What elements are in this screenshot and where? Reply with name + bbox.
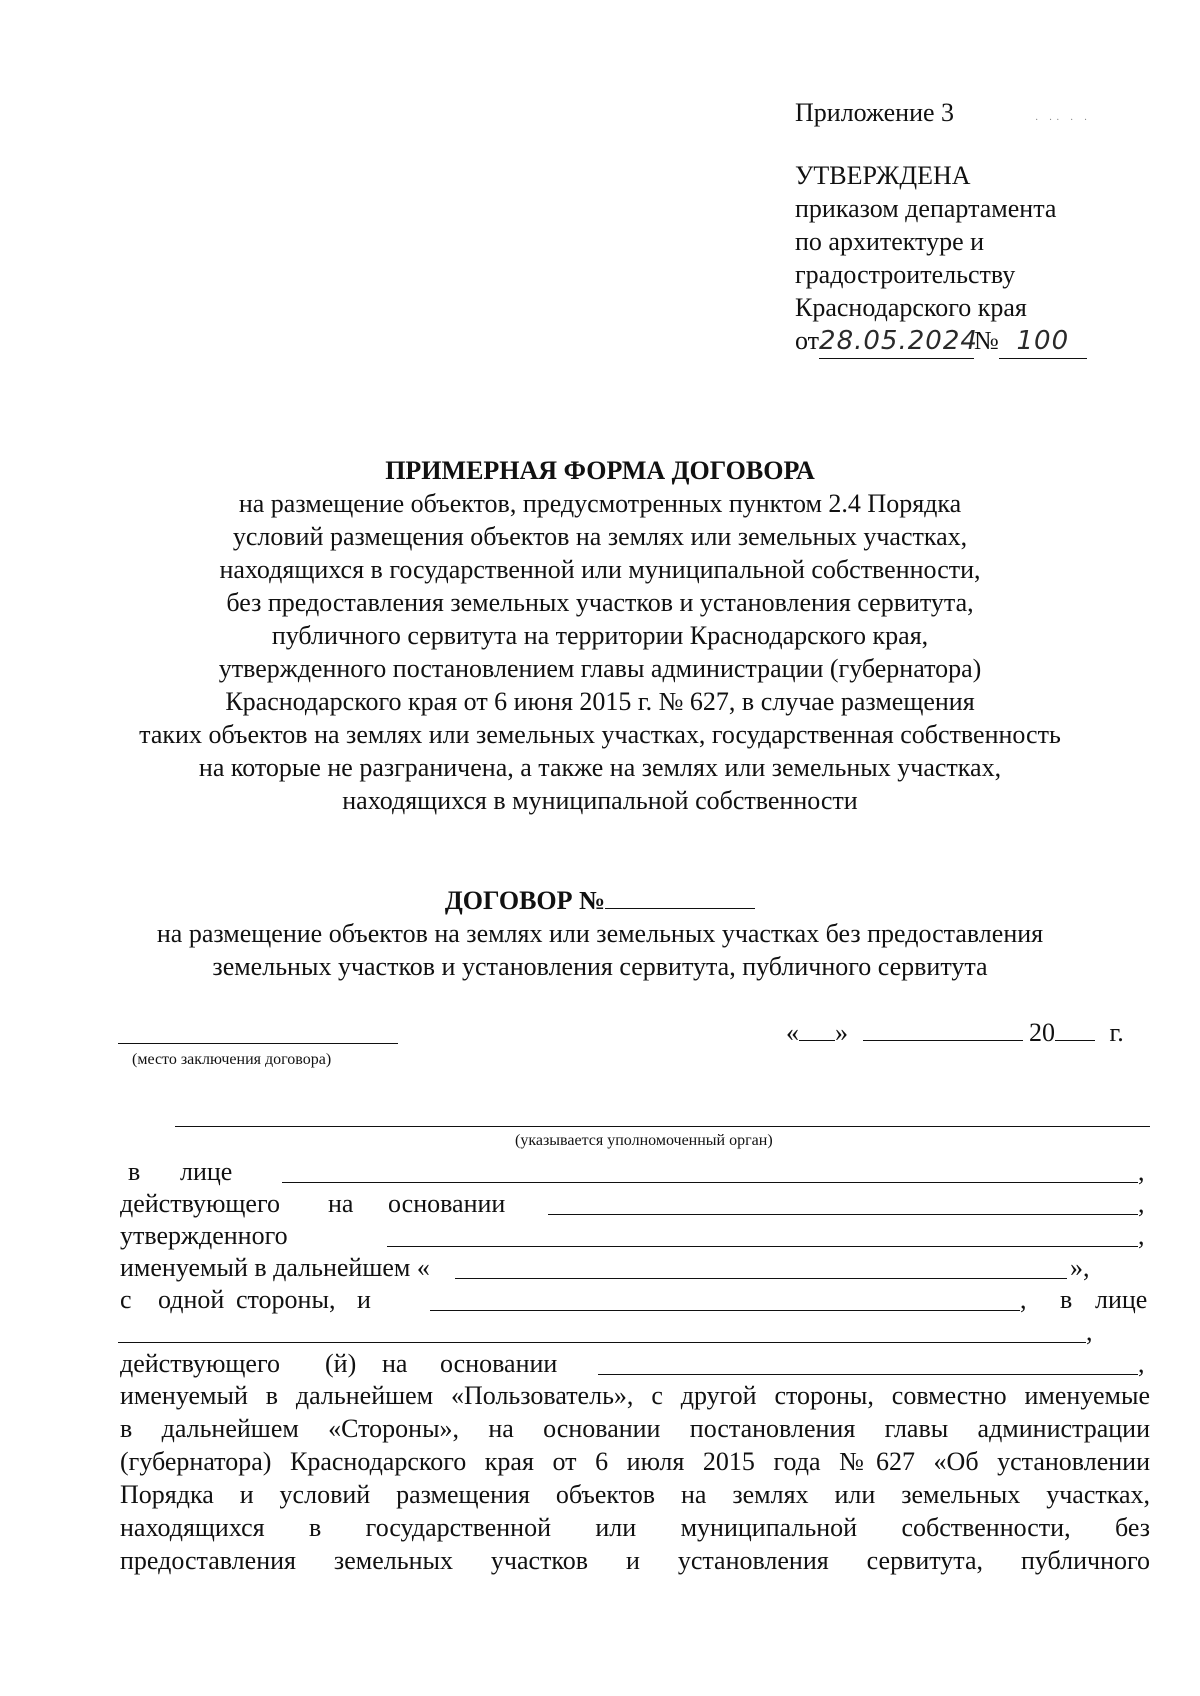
year-prefix: 20	[1029, 1018, 1055, 1047]
body-line: предоставления земельных участков и установления сервитута, публичного	[120, 1546, 1150, 1575]
authority-blank	[175, 1126, 1150, 1127]
field-comma: ,	[1138, 1157, 1145, 1186]
in-person-blank	[282, 1182, 1138, 1183]
form-subtitle-line: находящихся в государственной или муниципальной собственности,	[219, 555, 981, 584]
field-row-in-person	[120, 1155, 1150, 1188]
field-text: утвержденного	[120, 1221, 288, 1250]
field-text: основании	[440, 1349, 558, 1378]
field-row-approved	[120, 1219, 1150, 1252]
number-sign: №	[974, 326, 999, 355]
field-row-hereinafter	[120, 1251, 1150, 1284]
form-subtitle-line: Краснодарского края от 6 июня 2015 г. № 627, в случае размещения	[225, 687, 975, 716]
field-row-acting-basis-2	[120, 1347, 1150, 1380]
scan-artifact: · ·· · ·	[1035, 115, 1092, 126]
field-row-one-side	[120, 1283, 1150, 1316]
acting-basis-blank	[548, 1214, 1138, 1215]
field-text: лице	[1095, 1285, 1148, 1314]
one-side-blank	[430, 1310, 1020, 1311]
approval-line: по архитектуре и	[795, 227, 985, 256]
field-comma: ,	[1138, 1189, 1145, 1218]
date-fields	[786, 1016, 1124, 1049]
contract-subtitle-line: на размещение объектов на землях или земельных участках без предоставления	[156, 919, 1044, 948]
approved-label: УТВЕРЖДЕНА	[795, 161, 971, 190]
field-row-acting-basis	[120, 1187, 1150, 1220]
contract-subtitle-line: земельных участков и установления сервитута, публичного сервитута	[212, 952, 988, 981]
form-subtitle-line: условий размещения объектов на землях или земельных участках,	[232, 522, 968, 551]
body-line: находящихся в государственной или муниципальной собственности, без	[120, 1513, 1150, 1542]
contract-heading-text: ДОГОВОР №	[444, 886, 606, 915]
quote-open: «	[786, 1018, 799, 1047]
form-subtitle-line: без предоставления земельных участков и установления сервитута,	[226, 588, 974, 617]
body-paragraph	[120, 1379, 1150, 1577]
form-subtitle-line: таких объектов на землях или земельных участках, государственная собственность	[139, 720, 1061, 749]
field-text: и	[357, 1285, 371, 1314]
year-blank	[1055, 1018, 1095, 1041]
form-title	[100, 454, 1100, 817]
representative-blank	[118, 1342, 1086, 1343]
field-text: одной	[158, 1285, 225, 1314]
place-caption: (место заключения договора)	[132, 1051, 332, 1068]
month-blank	[863, 1018, 1023, 1041]
field-text: действующего	[120, 1189, 280, 1218]
form-subtitle-line: утвержденного постановлением главы администрации (губернатора)	[218, 654, 982, 683]
field-text: на	[328, 1189, 354, 1218]
appendix-label: Приложение 3	[795, 98, 955, 127]
handwritten-number: 100	[999, 325, 1087, 359]
field-text: на	[382, 1349, 408, 1378]
field-text: действующего	[120, 1349, 280, 1378]
form-heading: ПРИМЕРНАЯ ФОРМА ДОГОВОРА	[385, 456, 815, 485]
form-subtitle-line: находящихся в муниципальной собственности	[342, 786, 858, 815]
field-comma: ,	[1138, 1349, 1145, 1378]
field-text: лице	[180, 1157, 233, 1186]
form-subtitle-line: на которые не разграничена, а также на землях или земельных участках,	[198, 753, 1002, 782]
field-comma: ,	[1086, 1317, 1093, 1346]
approval-line: градостроительству	[795, 260, 1016, 289]
field-text: именуемый в дальнейшем «	[120, 1253, 430, 1282]
field-text: с	[120, 1285, 132, 1314]
field-text: основании	[388, 1189, 506, 1218]
field-comma: ,	[1020, 1285, 1027, 1314]
field-comma: ,	[1138, 1221, 1145, 1250]
day-blank	[799, 1018, 835, 1041]
field-text: »,	[1070, 1253, 1090, 1282]
field-text: в	[128, 1157, 141, 1186]
place-blank	[118, 1043, 398, 1044]
approval-line: приказом департамента	[795, 194, 1057, 223]
quote-close: »	[835, 1018, 848, 1047]
form-subtitle-line: публичного сервитута на территории Краснодарского края,	[271, 621, 929, 650]
form-subtitle-line: на размещение объектов, предусмотренных пунктом 2.4 Порядка	[238, 489, 962, 518]
field-text: (й)	[325, 1349, 357, 1378]
body-line: Порядка и условий размещения объектов на землях или земельных участках,	[120, 1480, 1150, 1509]
approval-block	[795, 96, 1125, 359]
approved-blank	[387, 1246, 1138, 1247]
year-suffix: г.	[1109, 1018, 1124, 1047]
approval-date-line	[795, 324, 1125, 359]
body-line: именуемый в дальнейшем «Пользователь», с другой стороны, совместно именуемые	[120, 1381, 1150, 1410]
handwritten-date: 28.05.2024	[819, 325, 974, 359]
field-text: стороны,	[236, 1285, 336, 1314]
contract-title	[100, 884, 1100, 983]
acting-basis-2-blank	[598, 1374, 1138, 1375]
body-line: в дальнейшем «Стороны», на основании постановления главы администрации	[120, 1414, 1150, 1443]
contract-heading	[100, 884, 1100, 917]
contract-number-blank	[605, 884, 755, 909]
body-line: (губернатора) Краснодарского края от 6 июля 2015 года №627 «Об установлении	[120, 1447, 1150, 1476]
date-prefix: от	[795, 326, 820, 355]
authority-caption: (указывается уполномоченный орган)	[515, 1132, 773, 1149]
approval-line: Краснодарского края	[795, 293, 1027, 322]
hereinafter-blank	[455, 1278, 1067, 1279]
field-text: в	[1060, 1285, 1073, 1314]
